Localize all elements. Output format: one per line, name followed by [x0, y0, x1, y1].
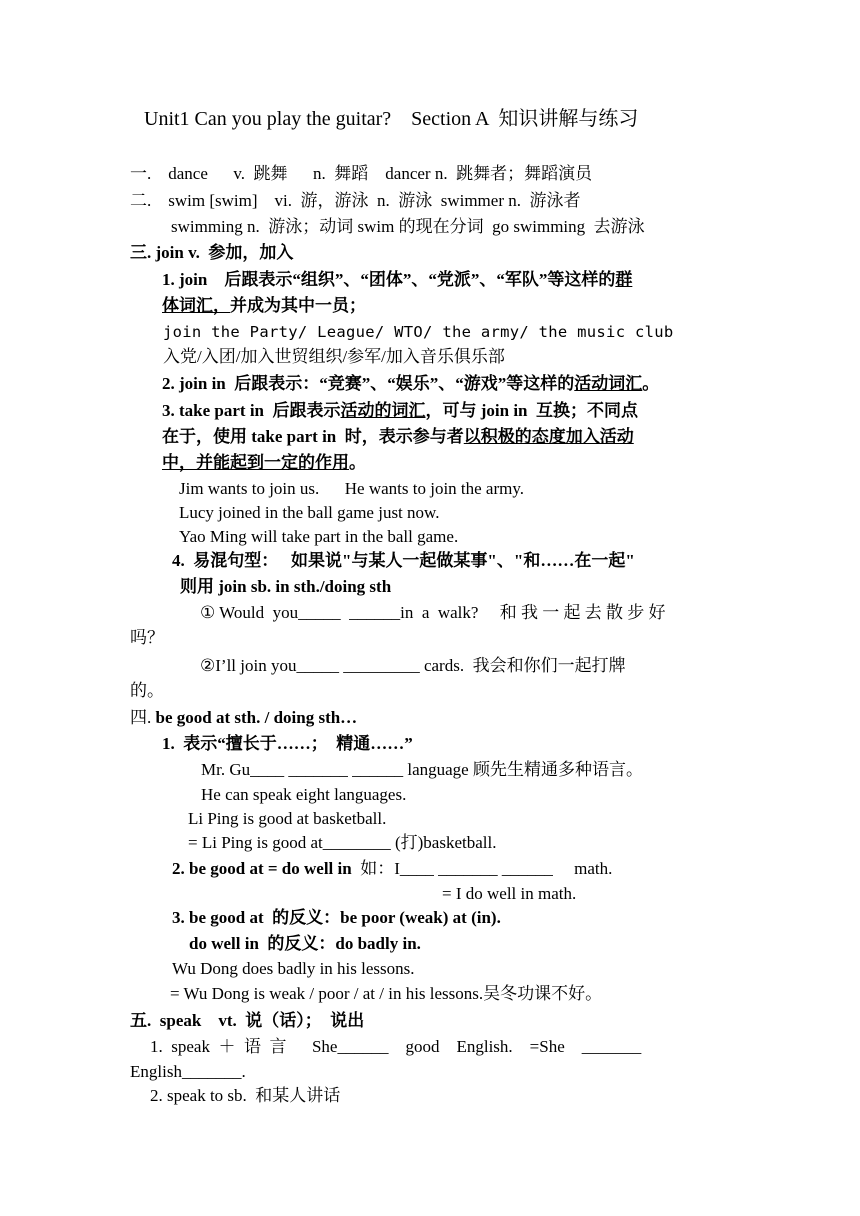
section-3-heading: 三. join v. 参加，加入: [130, 243, 294, 262]
join-in-rule-underlined: 活动词汇: [574, 374, 643, 393]
exercise-math: 如：I____ _______ ______ math.: [351, 859, 613, 878]
join-in-rule-text: 2. join in 后跟表示：“竞赛”、“娱乐”、“游戏”等这样的: [162, 374, 575, 393]
speak-to-sb: 2. speak to sb. 和某人讲话: [150, 1086, 341, 1105]
good-at-equals-rule: 2. be good at = do well in: [172, 859, 352, 878]
example-lucy: Lucy joined in the ball game just now.: [179, 503, 440, 522]
confusing-pattern-4-cont: 则用 join sb. in sth./doing sth: [180, 577, 392, 596]
section-4-phrase: be good at sth. / doing sth…: [155, 708, 358, 727]
join-rule-1-cont: [162, 295, 366, 317]
exercise-speak-language-cont: English_______.: [130, 1062, 246, 1081]
example-yao-ming: Yao Ming will take part in the ball game.: [179, 527, 459, 546]
join-rule-1-underlined: 群: [615, 270, 633, 289]
item-2-swim: 二. swim [swim] vi. 游，游泳 n. 游泳 swimmer n. 游泳者: [130, 191, 581, 210]
take-part-text-c: 在于，使用 take part in 时，表示参与者: [162, 427, 464, 446]
take-part-underlined-b: 以积极的态度加入活动: [463, 427, 634, 446]
good-at-meaning-1: 1. 表示“擅长于……； 精通……”: [162, 734, 413, 753]
confusing-pattern-4: 4. 易混句型： 如果说"与某人一起做某事"、"和……在一起": [172, 551, 635, 570]
exercise-walk-cont: 吗？: [130, 628, 164, 647]
take-part-underlined-a: 活动的词汇: [340, 401, 426, 420]
join-in-rule-end: 。: [642, 374, 660, 393]
take-part-end: 。: [349, 453, 366, 472]
take-part-text-b: ，可与 join in 互换；不同点: [425, 401, 639, 420]
item-2-swimming: swimming n. 游泳；动词 swim 的现在分词 go swimming 去游泳: [171, 217, 645, 236]
item-1-dance: 一. dance v. 跳舞 n. 舞蹈 dancer n. 跳舞者；舞蹈演员: [130, 164, 593, 183]
exercise-li-ping: = Li Ping is good at________ (打)basketball.: [188, 833, 497, 852]
exercise-cards-cont: 的。: [130, 681, 164, 700]
example-wu-dong-equal: = Wu Dong is weak / poor / at / in his lessons.吴冬功课不好。: [170, 984, 603, 1003]
good-at-equals-do-well: [172, 858, 612, 880]
take-part-underlined-c: 中，并能起到一定的作用: [162, 453, 349, 472]
section-4-heading: [130, 707, 357, 729]
take-part-in-rule-3-cont: [162, 426, 634, 448]
exercise-mr-gu: Mr. Gu____ _______ ______ language 顾先生精通多种语言。: [201, 760, 643, 779]
join-rule-1-tail: 并成为其中一员；: [230, 296, 366, 315]
antonym-good-at: 3. be good at 的反义：be poor (weak) at (in).: [172, 908, 501, 927]
example-wu-dong: Wu Dong does badly in his lessons.: [172, 959, 415, 978]
take-part-in-rule-3: [162, 400, 638, 422]
example-jim: Jim wants to join us. He wants to join the army.: [179, 479, 525, 498]
take-part-text-a: 3. take part in 后跟表示: [162, 401, 341, 420]
example-li-ping: Li Ping is good at basketball.: [188, 809, 387, 828]
antonym-do-well: do well in 的反义：do badly in.: [189, 934, 421, 953]
exercise-walk: ① Would you_____ ______in a walk? 和 我 一 起 去 散 步 好: [200, 603, 666, 622]
join-rule-1-text: 1. join 后跟表示“组织”、“团体”、“党派”、“军队”等这样的: [162, 270, 616, 289]
join-rule-1: [162, 269, 632, 291]
join-examples-cn: 入党/入团/加入世贸组织/参军/加入音乐俱乐部: [163, 347, 505, 366]
join-in-rule-2: [162, 373, 659, 395]
exercise-math-answer: = I do well in math.: [442, 884, 577, 903]
section-5-heading: 五. speak vt. 说（话）； 说出: [130, 1011, 365, 1030]
example-eight-languages: He can speak eight languages.: [201, 785, 407, 804]
section-4-number: 四.: [130, 708, 152, 727]
join-rule-1-underlined-cont: 体词汇，: [162, 296, 230, 315]
exercise-speak-language: 1. speak ＋ 语 言 She______ good English. =She _______: [150, 1037, 642, 1056]
page-title: Unit1 Can you play the guitar? Section A 知识讲解与练习: [144, 108, 639, 130]
take-part-in-rule-3-end: [162, 452, 366, 474]
exercise-cards: ②I’ll join you_____ _________ cards. 我会和你们一起打牌: [200, 656, 626, 675]
join-examples-en: join the Party/ League/ WTO/ the army/ the music club: [163, 323, 674, 341]
